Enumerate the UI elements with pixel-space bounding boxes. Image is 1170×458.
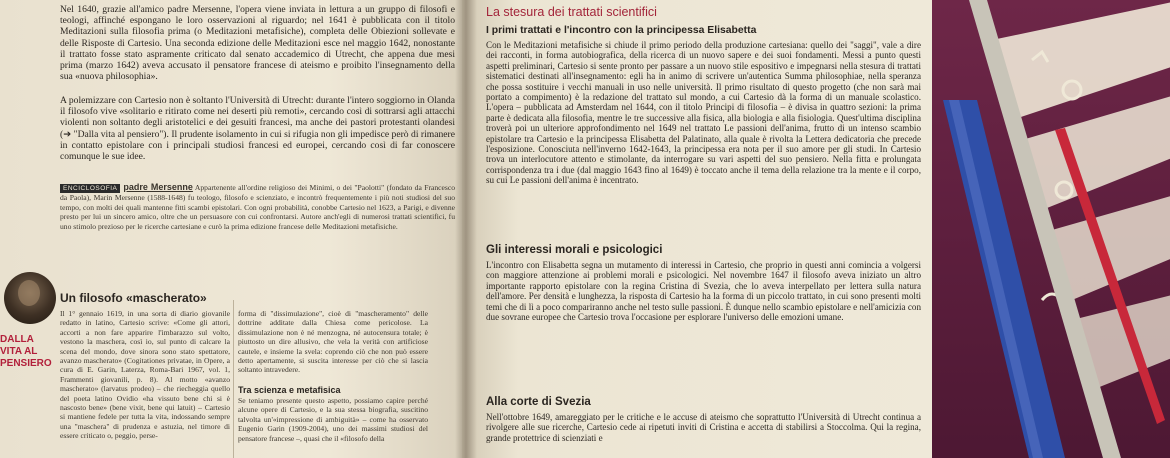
column-divider	[233, 300, 234, 458]
left-page	[0, 0, 470, 458]
section2-title: Gli interessi morali e psicologici	[486, 244, 663, 256]
section1-title: I primi trattati e l'incontro con la principessa Elisabetta	[486, 25, 757, 36]
encyclosofia-tag: ENCICLOSOFIA	[60, 184, 120, 193]
box-subtitle: Tra scienza e metafisica	[238, 385, 341, 395]
encyclosofia-box	[60, 183, 455, 231]
encyclosofia-title: padre Mersenne	[123, 182, 193, 192]
box-column-1: Il 1° gennaio 1619, in una sorta di diario giovanile redatto in latino, Cartesio scrive: «Come gli attori, accorti a non fare apparire l'imbarazzo sul volto, vestono la maschera, così io, sul punto di calcare la scena del mondo, dove sinora sono stato spettatore, avanzo mascherato» (Cogitationes privatae, in Opere, a cura di E. Garin, Laterza, Roma-Bari 1967, vol. 1, Frammenti giovanili, p. 8). Al motto «avanzo mascherato» (larvatus prodeo) – che riecheggia quello del poeta latino Ovidio «ha vissuto bene chi si è nascosto bene» (bene vixit, bene qui latuit) – Cartesio si mantiene fedele per tutta la vita, indossando sempre una "maschera" di prudenza e astuzia, nel timore di essere criticato o, peggio, perse-	[60, 309, 230, 441]
section3-text: Nell'ottobre 1649, amareggiato per le critiche e le accuse di ateismo che soprattutto l'Università di Utrecht continua a rivolgere alle sue ricerche, Cartesio cede ai ripetuti inviti di Cristina e accetta di stabilirsi a Stoccolma. Qui la regina, grande protettrice di scienziati e	[486, 412, 921, 443]
section3-title: Alla corte di Svezia	[486, 396, 591, 408]
chapter-header: La stesura dei trattati scientifici	[486, 5, 657, 19]
pens-icon	[925, 0, 1170, 458]
sidebar-label-vita-al: VITA AL	[0, 346, 38, 357]
isolation-paragraph: A polemizzare con Cartesio non è soltanto l'Università di Utrecht: durante l'intero soggiorno in Olanda il filosofo vive «solitario e ritirato come nei deserti più remoti», cercando così di sottrarsi agli attacchi violenti non soltanto degli aristotelici e dei gesuiti francesi, ma anche dei pastori protestanti olandesi (➔ "Dalla vita al pensiero"). Il prudente isolamento in cui si rifugia non gli impedisce però di rimanere in contatto epistolare con i principali studiosi francesi ed europei, cercando così di far conoscere comunque le sue idee.	[60, 95, 455, 163]
sidebar-label-pensiero: PENSIERO	[0, 358, 52, 369]
sidebar-label-dalla: DALLA	[0, 334, 34, 345]
book-gutter	[455, 0, 477, 458]
box-column-2: forma di "dissimulazione", cioè di "mascheramento" delle dottrine additate dalla Chiesa come pericolose. La dissimulazione non è né menzogna, né autocensura totale; è piuttosto un dire allusivo, che vela la verità con artificiose cautele, e insieme la svela: coprendo ciò che non può essere detto apertamente, si suscita interesse per ciò che si lascia soltanto intravedere.	[238, 309, 428, 375]
encyclosofia-text: Appartenente all'ordine religioso dei Minimi, o dei "Paolotti" (fondato da Francesco da Paola), Marin Mersenne (1588-1648) fu teologo, filosofo e scienziato, e incontrò frequentemente i più noti studiosi del suo tempo, con molti dei quali mantenne fitti scambi epistolari. Con ogni probabilità, conobbe Cartesio nel 1623, a Parigi, e divenne presto per lui un sincero amico, oltre che un persuasore con cui confrontarsi. Autore anch'egli di numerosi trattati scientifici, fu uno stimolo prezioso per le ricerche cartesiane e curò la prima edizione francese delle Meditazioni metafisiche.	[60, 183, 456, 231]
section1-text: Con le Meditazioni metafisiche si chiude il primo periodo della produzione cartesiana: quello dei "saggi", vale a dire dei racconti, in forma autobiografica, della ricerca di un nuovo sapere e dei suoi fondamenti. Messi a punto questi aspetti preliminari, Cartesio si sente pronto per passare a un nuovo stile espositivo e impegnarsi nella stesura di trattati sistematici destinati all'insegnamento: egli ha in animo di scrivere un'autentica Summa philosophiae, nella speranza che possa sostituire i vecchi manuali in uso nelle università. Il primo risultato di questo progetto (che non sarà mai portato a compimento) è la redazione del trattato sul mondo, a cui Cartesio dà la forma di un manuale scolastico. L'opera – pubblicata ad Amsterdam nel 1644, con il titolo Principi di filosofia – è divisa in quattro sezioni: la prima parte è dedicata alla filosofia, mentre le tre successive alla fisica, alla biologia e alla fisiologia. Quest'ultima disciplina troverà poi un ulteriore approfondimento nel 1649 nel trattato Le passioni dell'anima, frutto di un intenso scambio epistolare tra Cartesio e la principessa Elisabetta del Palatinato, alla quale è rivolta la Lettera dedicatoria che precede l'esposizione. Conosciuta nell'inverno 1642-1643, la principessa era nota per il suo amore per gli studi. In Cartesio trova un interlocutore attento e stimolante, da interrogare su vari aspetti del suo pensiero. Nella fitta e prolungata corrispondenza tra i due (dal maggio 1643 fino al 1649) è toccato anche il tema della relazione tra la mente e il corpo, su cui Le passioni dell'anima è incentrato.	[486, 40, 921, 186]
section2-text: L'incontro con Elisabetta segna un mutamento di interessi in Cartesio, che proprio in questi anni comincia a volgersi con maggiore attenzione ai problemi morali e psicologici. Nel novembre 1647 il filosofo aveva iniziato un altro importante rapporto epistolare con la regina Cristina di Svezia, che lo aveva interpellato per lettera sulla natura dell'amore. Per densità e lunghezza, la risposta di Cartesio ha la forma di un piccolo trattato, in cui sono presenti molti temi che di lì a poco compariranno anche nel testo sulle passioni. È dunque nello scambio epistolare e nell'amicizia con due sovrane europee che Cartesio trova l'occasione per esplorare l'universo delle emozioni umane.	[486, 260, 921, 323]
box-title: Un filosofo «mascherato»	[60, 291, 207, 305]
descartes-portrait	[4, 272, 56, 324]
intro-paragraph: Nel 1640, grazie all'amico padre Mersenne, l'opera viene inviata in lettura a un gruppo di filosofi e teologi, affinché espongano le loro osservazioni al riguardo; nel 1641 è pubblicata con il titolo Meditazioni sulla filosofia prima (o Meditazioni metafisiche), completa delle Obiezioni sollevate e delle Risposte di Cartesio. Una seconda edizione delle Meditazioni esce nel maggio 1642, nonostante il trattato fosse stato aspramente criticato dal senato accademico di Utrecht, che appena due mesi prima (marzo 1642) aveva accusato il pensatore francese di ateismo e proibito l'insegnamento della sua «nuova philosophia».	[60, 4, 455, 83]
box-column-2b: Se teniamo presente questo aspetto, possiamo capire perché alcune opere di Cartesio, e la sua stessa biografia, suscitino talvolta un'«impressione di ambiguità» – come ha osservato Eugenio Garin (1909-2004), uno dei massimi studiosi del pensatore francese –, quasi che il «filosofo della	[238, 396, 428, 443]
